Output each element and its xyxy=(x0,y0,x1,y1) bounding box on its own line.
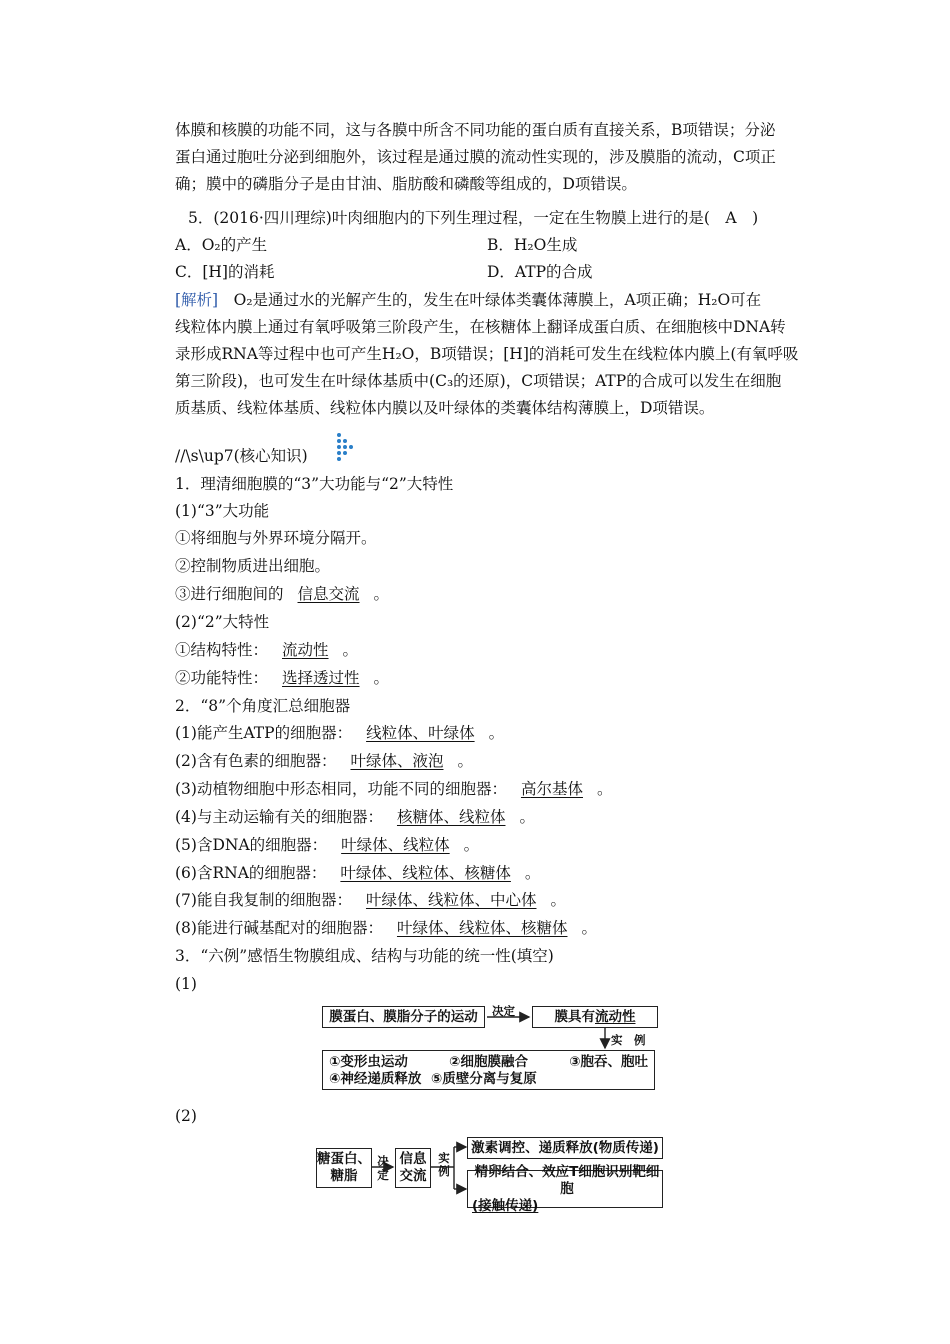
option-c: C．[H]的消耗 xyxy=(175,263,275,281)
text-line: (6)含RNA的细胞器： 叶绿体、线粒体、核糖体 。 xyxy=(175,864,541,882)
answer-blank: 叶绿体、线粒体 xyxy=(341,836,450,854)
option-b: B．H₂O生成 xyxy=(487,236,578,254)
analysis-tag: [解析] xyxy=(175,291,219,309)
substance-transfer-box: 激素调控、递质释放(物质传递) xyxy=(467,1137,663,1159)
answer-blank: 线粒体、叶绿体 xyxy=(366,724,475,742)
question-5: 5．(2016·四川理综)叶肉细胞内的下列生理过程，一定在生物膜上进行的是( A ) xyxy=(188,209,759,227)
text-line: (1)能产生ATP的细胞器： 线粒体、叶绿体 。 xyxy=(175,724,505,742)
text-line: ③进行细胞间的 信息交流 。 xyxy=(175,585,390,603)
answer-blank: 叶绿体、线粒体、核糖体 xyxy=(396,919,568,937)
membrane-motion-box: 膜蛋白、膜脂分子的运动 xyxy=(322,1006,485,1028)
part-1-label: (1) xyxy=(175,975,197,993)
chevron-decoration-icon xyxy=(336,432,358,462)
text-line: ①结构特性： 流动性 。 xyxy=(175,641,359,659)
option-a: A．O₂的产生 xyxy=(175,236,268,254)
text-line: (3)动植物细胞中形态相同，功能不同的细胞器： 高尔基体 。 xyxy=(175,780,613,798)
info-exchange-box: 信息 交流 xyxy=(395,1148,431,1188)
section-1-title: 1．理清细胞膜的“3”大功能与“2”大特性 xyxy=(175,475,454,493)
text-line: (1)“3”大功能 xyxy=(175,502,270,520)
analysis-text: O₂是通过水的光解产生的，发生在叶绿体类囊体薄膜上，A项正确；H₂O可在 xyxy=(218,291,762,309)
text-line: 录形成RNA等过程中也可产生H₂O，B项错误；[H]的消耗可发生在线粒体内膜上(有氧呼吸 xyxy=(175,345,799,363)
text-line: 质基质、线粒体基质、线粒体内膜以及叶绿体的类囊体结构薄膜上，D项错误。 xyxy=(175,399,715,417)
text-line: 线粒体内膜上通过有氧呼吸第三阶段产生，在核糖体上翻译成蛋白质、在细胞核中DNA转 xyxy=(175,318,786,336)
text-line: 确；膜中的磷脂分子是由甘油、脂肪酸和磷酸等组成的，D项错误。 xyxy=(175,175,637,193)
text-line: ①将细胞与外界环境分隔开。 xyxy=(175,529,377,547)
text-line: 蛋白通过胞吐分泌到细胞外，该过程是通过膜的流动性实现的，涉及膜脂的流动，C项正 xyxy=(175,148,776,166)
example-3: ③胞吞、胞吐 xyxy=(569,1054,648,1070)
answer-blank: 高尔基体 xyxy=(520,780,583,798)
glycoprotein-box: 糖蛋白、 糖脂 xyxy=(316,1148,372,1188)
core-knowledge-heading: //\s\up7(核心知识) xyxy=(175,447,308,465)
contact-transfer-box: 精卵结合、效应T细胞识别靶细胞 (接触传递) xyxy=(467,1170,663,1208)
answer-blank: 叶绿体、线粒体、核糖体 xyxy=(340,864,511,882)
text-line: (2)“2”大特性 xyxy=(175,613,270,631)
answer-blank: 流动性 xyxy=(282,641,329,659)
example-1: ①变形虫运动 xyxy=(329,1054,408,1070)
text-line: 体膜和核膜的功能不同，这与各膜中所含不同功能的蛋白质有直接关系，B项错误；分泌 xyxy=(175,121,776,139)
text-line: 第三阶段)，也可发生在叶绿体基质中(C₃的还原)，C项错误；ATP的合成可以发生在细胞 xyxy=(175,372,782,390)
answer-blank: 叶绿体、液泡 xyxy=(350,752,444,770)
option-d: D．ATP的合成 xyxy=(487,263,593,281)
example-2: ②细胞膜融合 xyxy=(449,1054,528,1070)
text-line: ②功能特性： 选择透过性 。 xyxy=(175,669,390,687)
analysis-line xyxy=(175,290,761,310)
answer-blank: 核糖体、线粒体 xyxy=(396,808,506,826)
fluidity-box: 膜具有 流动性 xyxy=(532,1006,658,1028)
example-label: 实 例 xyxy=(611,1033,646,1047)
example-label: 实 例 xyxy=(438,1151,450,1178)
example-4: ④神经递质释放 xyxy=(329,1071,422,1087)
text-line: (8)能进行碱基配对的细胞器： 叶绿体、线粒体、核糖体 。 xyxy=(175,919,597,937)
part-2-label: (2) xyxy=(175,1107,197,1125)
text-line: (4)与主动运输有关的细胞器： 核糖体、线粒体 。 xyxy=(175,808,535,826)
section-3-title: 3．“六例”感悟生物膜组成、结构与功能的统一性(填空) xyxy=(175,947,554,965)
decide-label: 决 定 xyxy=(377,1154,389,1182)
answer-blank: 选择透过性 xyxy=(282,669,360,687)
decide-label: 决定 xyxy=(492,1004,515,1018)
text-line: (5)含DNA的细胞器： 叶绿体、线粒体 。 xyxy=(175,836,480,854)
example-5: ⑤质壁分离与复原 xyxy=(430,1071,537,1087)
text-line: (7)能自我复制的细胞器： 叶绿体、线粒体、中心体 。 xyxy=(175,891,566,909)
answer-blank: 叶绿体、线粒体、中心体 xyxy=(365,891,537,909)
text-line: (2)含有色素的细胞器： 叶绿体、液泡 。 xyxy=(175,752,473,770)
text-line: ②控制物质进出细胞。 xyxy=(175,557,331,575)
section-2-title: 2．“8”个角度汇总细胞器 xyxy=(175,697,351,715)
examples-box xyxy=(322,1050,655,1090)
answer-blank: 信息交流 xyxy=(297,585,360,603)
